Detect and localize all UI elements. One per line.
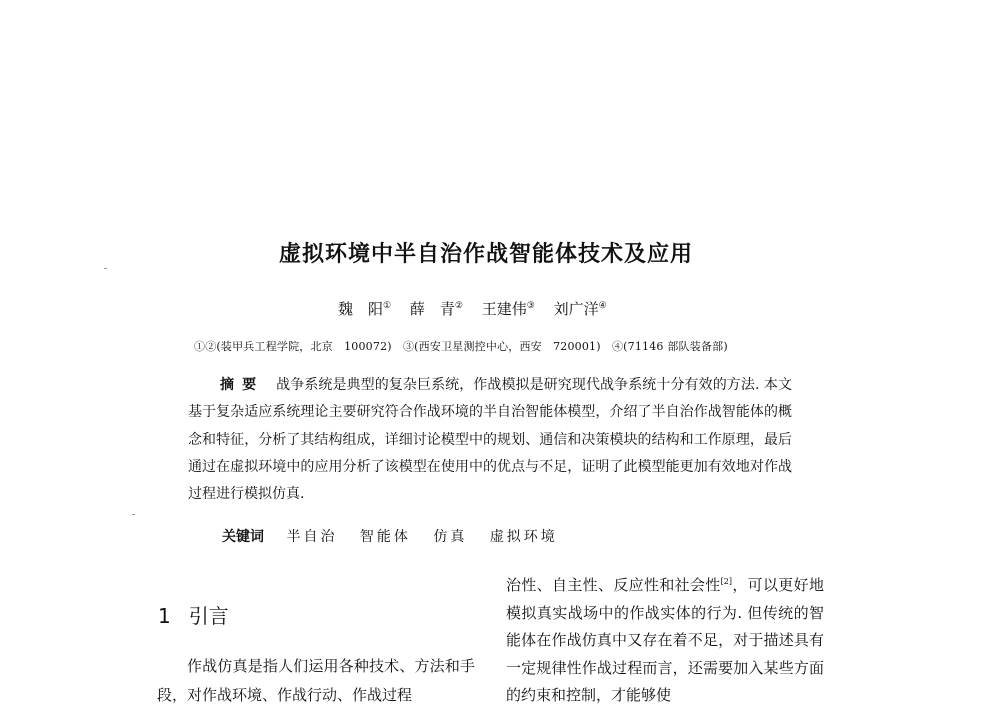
author-name: 刘广洋 [553,300,599,318]
keyword: 智能体 [359,529,411,545]
paper-title: 虚拟环境中半自治作战智能体技术及应用 [278,242,693,267]
affiliations: ①②(装甲兵工程学院，北京 100072) ③(西安卫星测控中心，西安 720001) ④(71146 部队装备部) [194,340,728,353]
scan-speck [132,514,135,515]
author-mark: ③ [526,301,535,311]
author-mark: ④ [598,301,607,311]
paragraph-lead: 治性、自主性、反应性和社会性 [506,576,721,594]
scan-speck [104,268,107,269]
keywords-label: 关键词 [222,529,264,545]
author-4 [554,300,607,318]
keywords [222,526,576,546]
section-title: 引言 [188,604,229,628]
author-mark: ① [383,301,392,311]
citation-marker: [2] [720,577,732,586]
section-heading [158,600,229,629]
section-number: 1 [158,604,171,628]
author-mark: ② [454,301,463,311]
body-column-left [157,652,475,710]
paragraph: 作战仿真是指人们运用各种技术、方法和手段，对作战环境、作战行动、作战过程 [157,657,475,704]
abstract [188,372,792,508]
body-column-right [506,568,824,710]
paragraph [506,568,824,710]
keyword: 半自治 [286,529,338,545]
author-name: 王建伟 [481,300,527,318]
author-list [338,298,621,319]
author-name: 魏 阳 [338,300,384,318]
author-name: 薛 青 [409,300,455,318]
abstract-label: 摘要 [220,377,265,393]
author-2 [410,300,463,318]
author-1 [338,300,391,318]
author-3 [482,300,535,318]
paragraph-rest: ，可以更好地模拟真实战场中的作战实体的行为. 但传统的智能体在作战仿真中又存在着不足，对于描述具有一定规律性作战过程而言，还需要加入某些方面的约束和控制，才能够使 [506,576,824,704]
keyword: 虚拟环境 [489,529,558,545]
abstract-text: 战争系统是典型的复杂巨系统，作战模拟是研究现代战争系统十分有效的方法. 本文基于复杂适应系统理论主要研究符合作战环境的半自治智能体模型，介绍了半自治作战智能体的概念和特征，分析了其结构组成，详细讨论模型中的规划、通信和决策模块的结构和工作原理，最后通过在虚拟环境中的应用分析了该模型在使用中的优点与不足，证明了此模型能更加有效地对作战过程进行模拟仿真. [188,377,793,503]
keyword: 仿真 [433,529,468,545]
